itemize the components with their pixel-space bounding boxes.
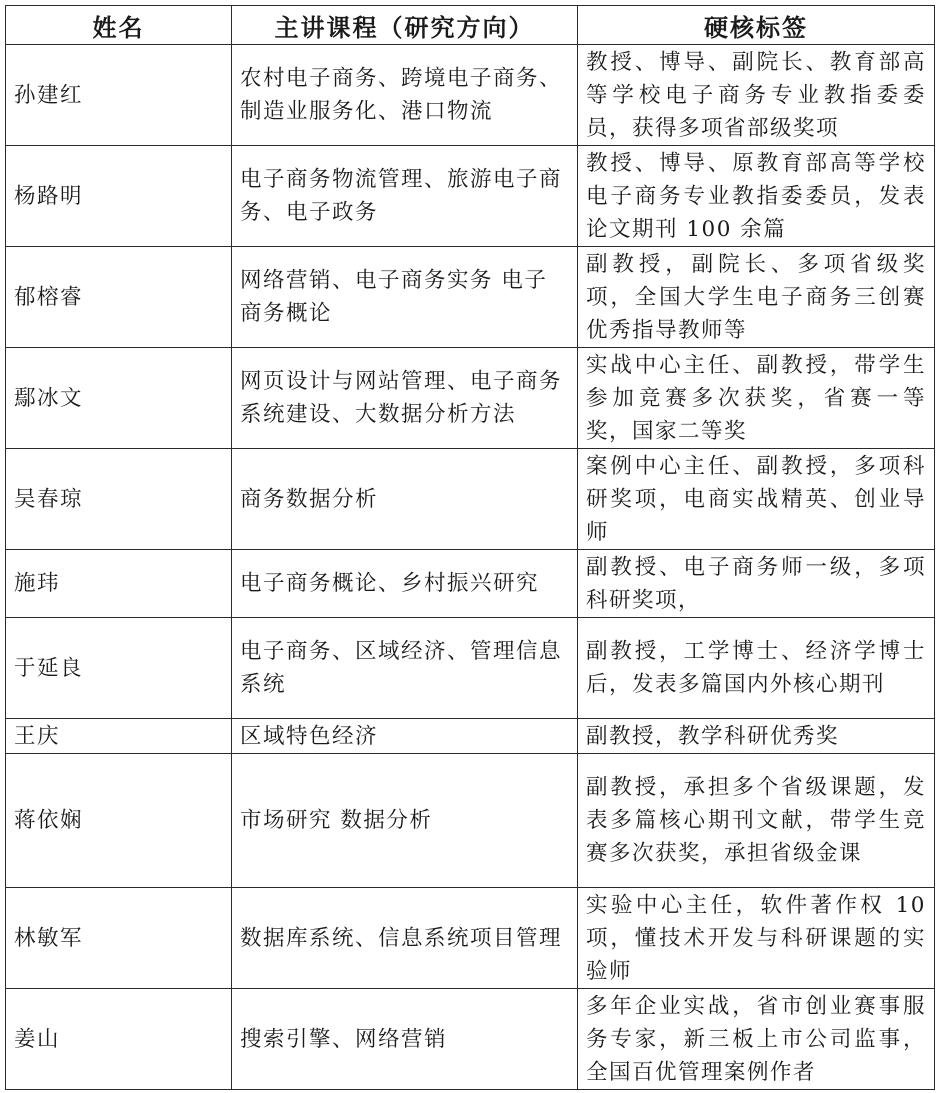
table-row [6, 550, 935, 618]
course-cell: 电子商务概论、乡村振兴研究 [232, 550, 578, 618]
table-row [6, 719, 935, 754]
teacher-name: 林敏军 [6, 888, 232, 989]
header-name: 姓名 [6, 6, 232, 45]
table-row [6, 146, 935, 247]
teacher-name: 杨路明 [6, 146, 232, 247]
table-row [6, 754, 935, 888]
teacher-name: 蒋依娴 [6, 754, 232, 888]
table-row [6, 888, 935, 989]
header-tags: 硬核标签 [578, 6, 935, 45]
course-cell: 农村电子商务、跨境电子商务、制造业服务化、港口物流 [232, 45, 578, 146]
table-header-row [6, 6, 935, 45]
course-cell: 区域特色经济 [232, 719, 578, 754]
tags-cell: 副教授，教学科研优秀奖 [578, 719, 935, 754]
tags-cell: 副教授，工学博士、经济学博士后，发表多篇国内外核心期刊 [578, 618, 935, 719]
teacher-name: 鄢冰文 [6, 348, 232, 449]
course-cell: 电子商务物流管理、旅游电子商务、电子政务 [232, 146, 578, 247]
course-cell: 搜索引擎、网络营销 [232, 989, 578, 1090]
header-course: 主讲课程（研究方向） [232, 6, 578, 45]
teacher-name: 吴春琼 [6, 449, 232, 550]
table-row [6, 247, 935, 348]
tags-cell: 实战中心主任、副教授，带学生参加竞赛多次获奖，省赛一等奖，国家二等奖 [578, 348, 935, 449]
teacher-name: 郁榕睿 [6, 247, 232, 348]
tags-cell: 副教授，承担多个省级课题，发表多篇核心期刊文献，带学生竞赛多次获奖，承担省级金课 [578, 754, 935, 888]
tags-cell: 案例中心主任、副教授，多项科研奖项，电商实战精英、创业导师 [578, 449, 935, 550]
table-row [6, 449, 935, 550]
course-cell: 市场研究 数据分析 [232, 754, 578, 888]
tags-cell: 实验中心主任，软件著作权 10 项，懂技术开发与科研课题的实验师 [578, 888, 935, 989]
course-cell: 商务数据分析 [232, 449, 578, 550]
course-cell: 网络营销、电子商务实务 电子商务概论 [232, 247, 578, 348]
course-cell: 数据库系统、信息系统项目管理 [232, 888, 578, 989]
tags-cell: 教授、博导、原教育部高等学校电子商务专业教指委委员，发表论文期刊 100 余篇 [578, 146, 935, 247]
teacher-name: 姜山 [6, 989, 232, 1090]
tags-cell: 教授、博导、副院长、教育部高等学校电子商务专业教指委委员，获得多项省部级奖项 [578, 45, 935, 146]
teacher-name: 孙建红 [6, 45, 232, 146]
table-row [6, 348, 935, 449]
course-cell: 网页设计与网站管理、电子商务系统建设、大数据分析方法 [232, 348, 578, 449]
tags-cell: 副教授、电子商务师一级，多项科研奖项， [578, 550, 935, 618]
teacher-name: 王庆 [6, 719, 232, 754]
table-row [6, 618, 935, 719]
table-row [6, 45, 935, 146]
course-cell: 电子商务、区域经济、管理信息系统 [232, 618, 578, 719]
tags-cell: 副教授，副院长、多项省级奖项，全国大学生电子商务三创赛优秀指导教师等 [578, 247, 935, 348]
faculty-table [5, 5, 935, 1090]
table-row [6, 989, 935, 1090]
tags-cell: 多年企业实战，省市创业赛事服务专家，新三板上市公司监事，全国百优管理案例作者 [578, 989, 935, 1090]
teacher-name: 于延良 [6, 618, 232, 719]
teacher-name: 施玮 [6, 550, 232, 618]
